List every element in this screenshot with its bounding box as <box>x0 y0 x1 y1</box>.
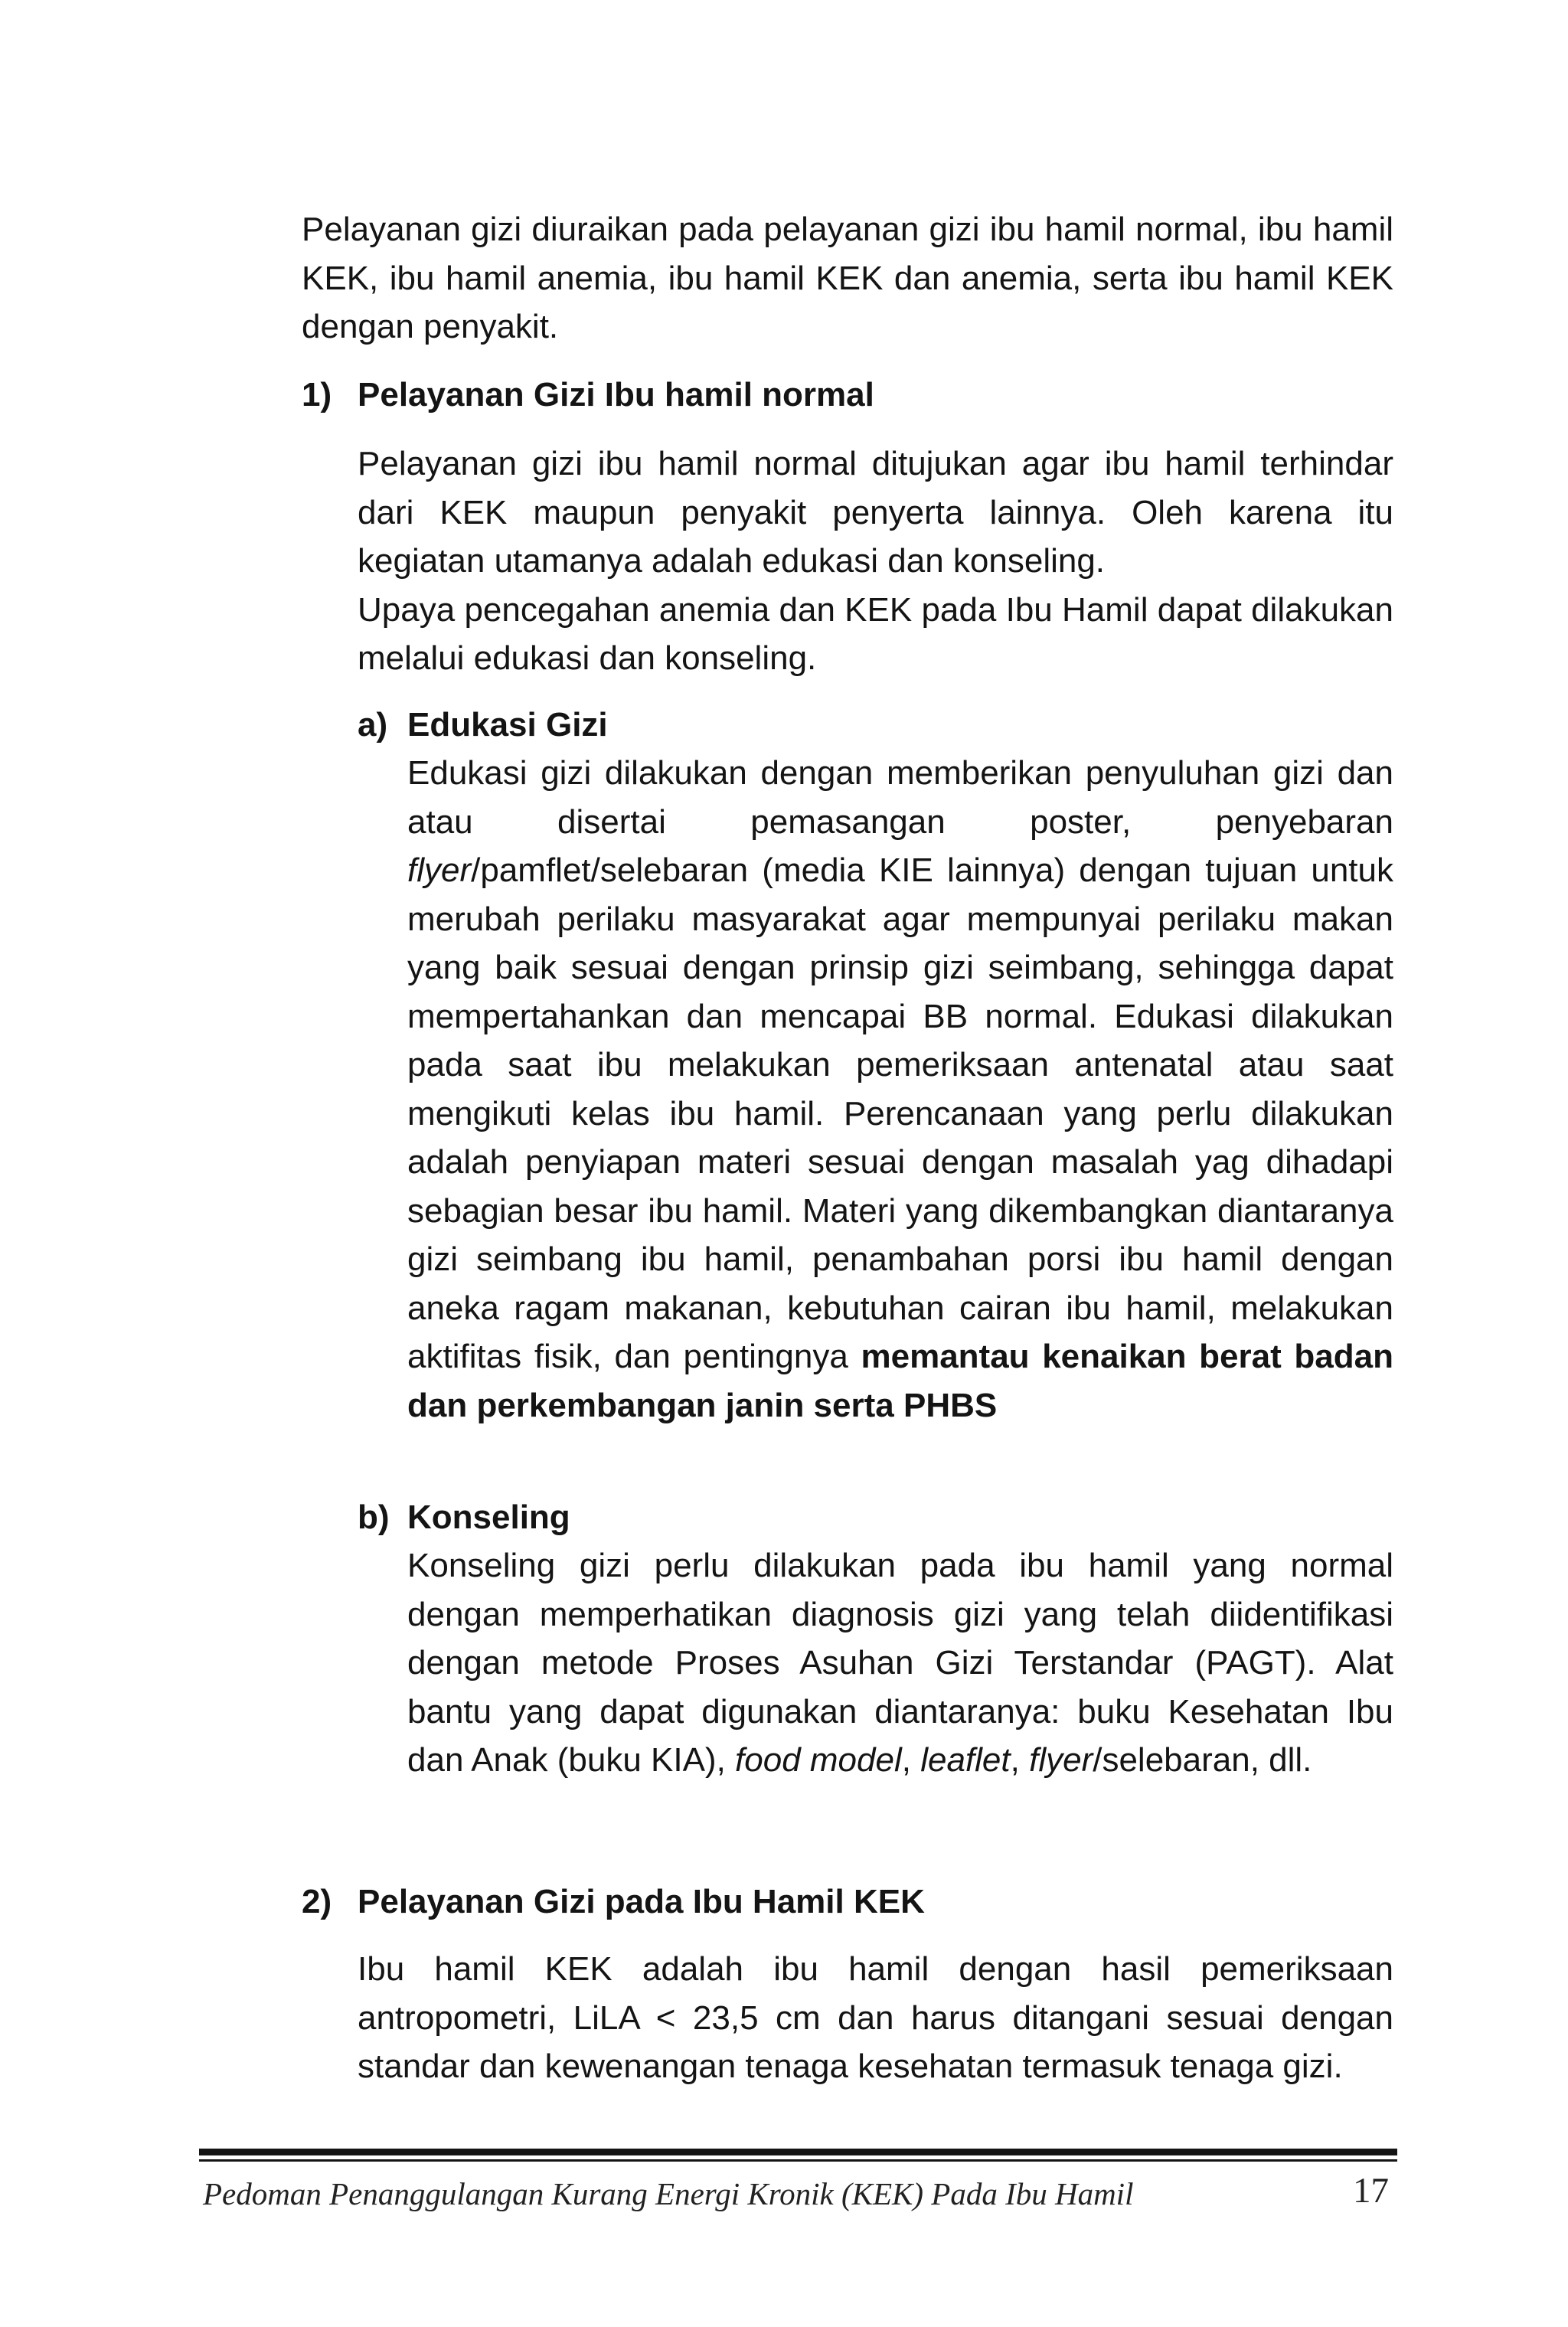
footer-rule-thick <box>199 2149 1397 2155</box>
section-2-title: Pelayanan Gizi pada Ibu Hamil KEK <box>358 1883 925 1920</box>
text-run: , <box>1010 1741 1020 1779</box>
subsection-b-heading <box>358 1493 1393 1541</box>
subsection-a-paragraph <box>407 749 1393 1430</box>
section-2-paragraph: Ibu hamil KEK adalah ibu hamil dengan hasil pemeriksaan antropometri, LiLA < 23,5 cm dan harus ditangani sesuai dengan standar dan kewenangan tenaga kesehatan termasuk tenaga gizi. <box>358 1950 1393 2085</box>
italic-term-leaflet: leaflet <box>920 1741 1011 1779</box>
page-number: 17 <box>1353 2171 1389 2211</box>
section-1-paragraph-2: Upaya pencegahan anemia dan KEK pada Ibu Hamil dapat dilakukan melalui edukasi dan konseling. <box>358 590 1393 677</box>
footer-rule-thin <box>199 2159 1397 2162</box>
subsection-a-heading <box>358 701 1393 749</box>
subsection-a-number: a) <box>358 706 388 744</box>
section-2-number: 2) <box>302 1883 332 1920</box>
footer-title: Pedoman Penanggulangan Kurang Energi Kronik (KEK) Pada Ibu Hamil <box>203 2176 1134 2211</box>
text-run: Konseling gizi perlu dilakukan pada ibu hamil yang normal dengan memperhatikan diagnosis gizi yang telah diidentifikasi dengan metode Proses Asuhan Gizi Terstandar (PAGT). Alat bantu yang dapat digunakan diantaranya: buku Kesehatan Ibu dan Anak (buku KIA), <box>407 1547 1393 1779</box>
text-run: /selebaran, dll. <box>1093 1741 1312 1779</box>
text-run: Edukasi gizi dilakukan dengan memberikan penyuluhan gizi dan atau disertai pemasangan poster, penyebaran <box>407 754 1393 841</box>
subsection-b-number: b) <box>358 1498 390 1536</box>
section-2-heading <box>302 1878 1393 1926</box>
text-run: /pamflet/selebaran (media KIE lainnya) dengan tujuan untuk merubah perilaku masyarakat agar mempunyai perilaku makan yang baik sesuai dengan prinsip gizi seimbang, sehingga dapat mempertahankan dan mencapai BB normal. Edukasi dilakukan pada saat ibu melakukan pemeriksaan antenatal atau saat mengikuti kelas ibu hamil. Perencanaan yang perlu dilakukan adalah penyiapan materi sesuai dengan masalah yag dihadapi sebagian besar ibu hamil. Materi yang dikembangkan diantaranya gizi seimbang ibu hamil, penambahan porsi ibu hamil dengan aneka ragam makanan, kebutuhan cairan ibu hamil, melakukan aktifitas fisik, dan pentingnya <box>407 851 1393 1375</box>
bold-emphasis: memantau kenaikan berat badan dan perkembangan janin serta PHBS <box>407 1338 1393 1424</box>
subsection-b-title: Konseling <box>407 1498 570 1536</box>
section-1-body <box>358 440 1393 683</box>
intro-paragraph: Pelayanan gizi diuraikan pada pelayanan gizi ibu hamil normal, ibu hamil KEK, ibu hamil anemia, ibu hamil KEK dan anemia, serta ibu hamil KEK dengan penyakit. <box>302 211 1393 345</box>
subsection-a-title: Edukasi Gizi <box>407 706 608 744</box>
text-run: , <box>901 1741 911 1779</box>
italic-term-flyer: flyer <box>1029 1741 1093 1779</box>
section-1-paragraph-1: Pelayanan gizi ibu hamil normal ditujukan agar ibu hamil terhindar dari KEK maupun penyakit penyerta lainnya. Oleh karena itu kegiatan utamanya adalah edukasi dan konseling. <box>358 445 1393 580</box>
italic-term-food-model: food model <box>735 1741 902 1779</box>
subsection-b-paragraph <box>407 1541 1393 1785</box>
italic-term-flyer: flyer <box>407 851 472 889</box>
section-1-number: 1) <box>302 376 332 413</box>
section-1-heading <box>302 371 1393 419</box>
section-1-title: Pelayanan Gizi Ibu hamil normal <box>358 376 874 413</box>
